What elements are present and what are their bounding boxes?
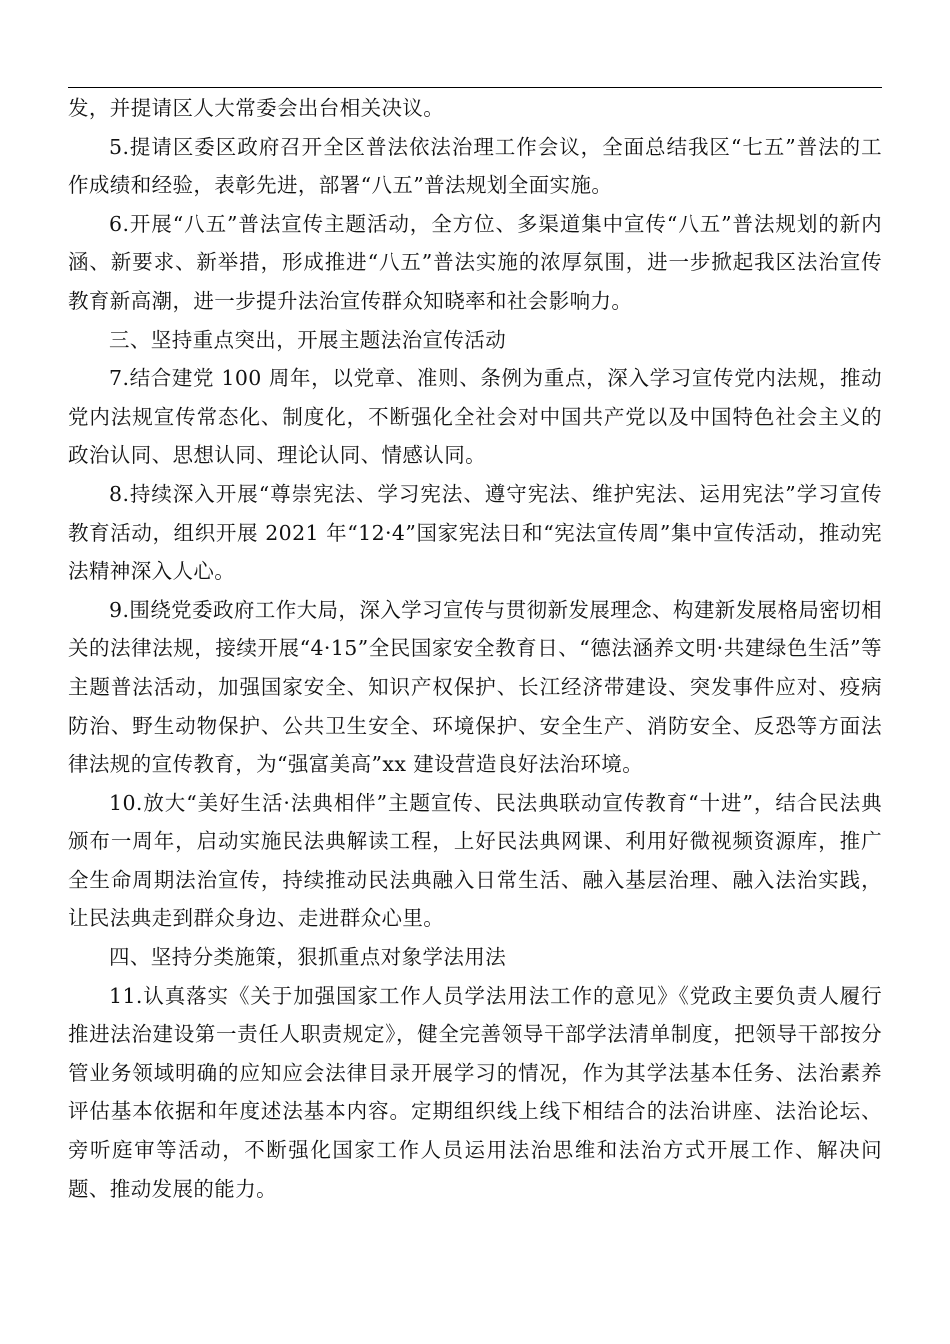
paragraph-item-8: 8.持续深入开展“尊崇宪法、学习宪法、遵守宪法、维护宪法、运用宪法”学习宣传教育活动，组织开展 2021 年“12·4”国家宪法日和“宪法宣传周”集中宣传活动，推动宪法精神深入人心。 [68,481,882,584]
section-heading-3: 三、坚持重点突出，开展主题法治宣传活动 [109,327,507,352]
document-body [68,89,882,1208]
paragraph-item-6: 6.开展“八五”普法宣传主题活动，全方位、多渠道集中宣传“八五”普法规划的新内涵、新要求、新举措，形成推进“八五”普法实施的浓厚氛围，进一步掀起我区法治宣传教育新高潮，进一步提升法治宣传群众知晓率和社会影响力。 [68,211,882,313]
paragraph-item-5: 5.提请区委区政府召开全区普法依法治理工作会议，全面总结我区“七五”普法的工作成绩和经验，表彰先进，部署“八五”普法规划全面实施。 [68,134,882,198]
paragraph-item-9: 9.围绕党委政府工作大局，深入学习宣传与贯彻新发展理念、构建新发展格局密切相关的法律法规，接续开展“4·15”全民国家安全教育日、“德法涵养文明·共建绿色生活”等主题普法活动，加强国家安全、知识产权保护、长江经济带建设、突发事件应对、疫病防治、野生动物保护、公共卫生安全、环境保护、安全生产、消防安全、反恐等方面法律法规的宣传教育，为“强富美高”xx 建设营造良好法治环境。 [68,597,882,777]
section-heading-4: 四、坚持分类施策，狠抓重点对象学法用法 [109,945,507,970]
header-rule [68,87,882,88]
paragraph-item-11: 11.认真落实《关于加强国家工作人员学法用法工作的意见》《党政主要负责人履行推进法治建设第一责任人职责规定》，健全完善领导干部学法清单制度，把领导干部按分管业务领域明确的应知应会法律目录开展学习的情况，作为其学法基本任务、法治素养评估基本依据和年度述法基本内容。定期组织线上线下相结合的法治讲座、法治论坛、旁听庭审等活动，不断强化国家工作人员运用法治思维和法治方式开展工作、解决问题、推动发展的能力。 [68,983,882,1201]
paragraph-continuation: 发，并提请区人大常委会出台相关决议。 [68,96,445,120]
paragraph-item-7: 7.结合建党 100 周年，以党章、准则、条例为重点，深入学习宣传党内法规，推动党内法规宣传常态化、制度化，不断强化全社会对中国共产党以及中国特色社会主义的政治认同、思想认同、理论认同、情感认同。 [68,366,882,468]
document-page [68,0,882,1344]
paragraph-item-10: 10.放大“美好生活·法典相伴”主题宣传、民法典联动宣传教育“十进”，结合民法典颁布一周年，启动实施民法典解读工程，上好民法典网课、利用好微视频资源库，推广全生命周期法治宣传，持续推动民法典融入日常生活、融入基层治理、融入法治实践，让民法典走到群众身边、走进群众心里。 [68,790,882,931]
